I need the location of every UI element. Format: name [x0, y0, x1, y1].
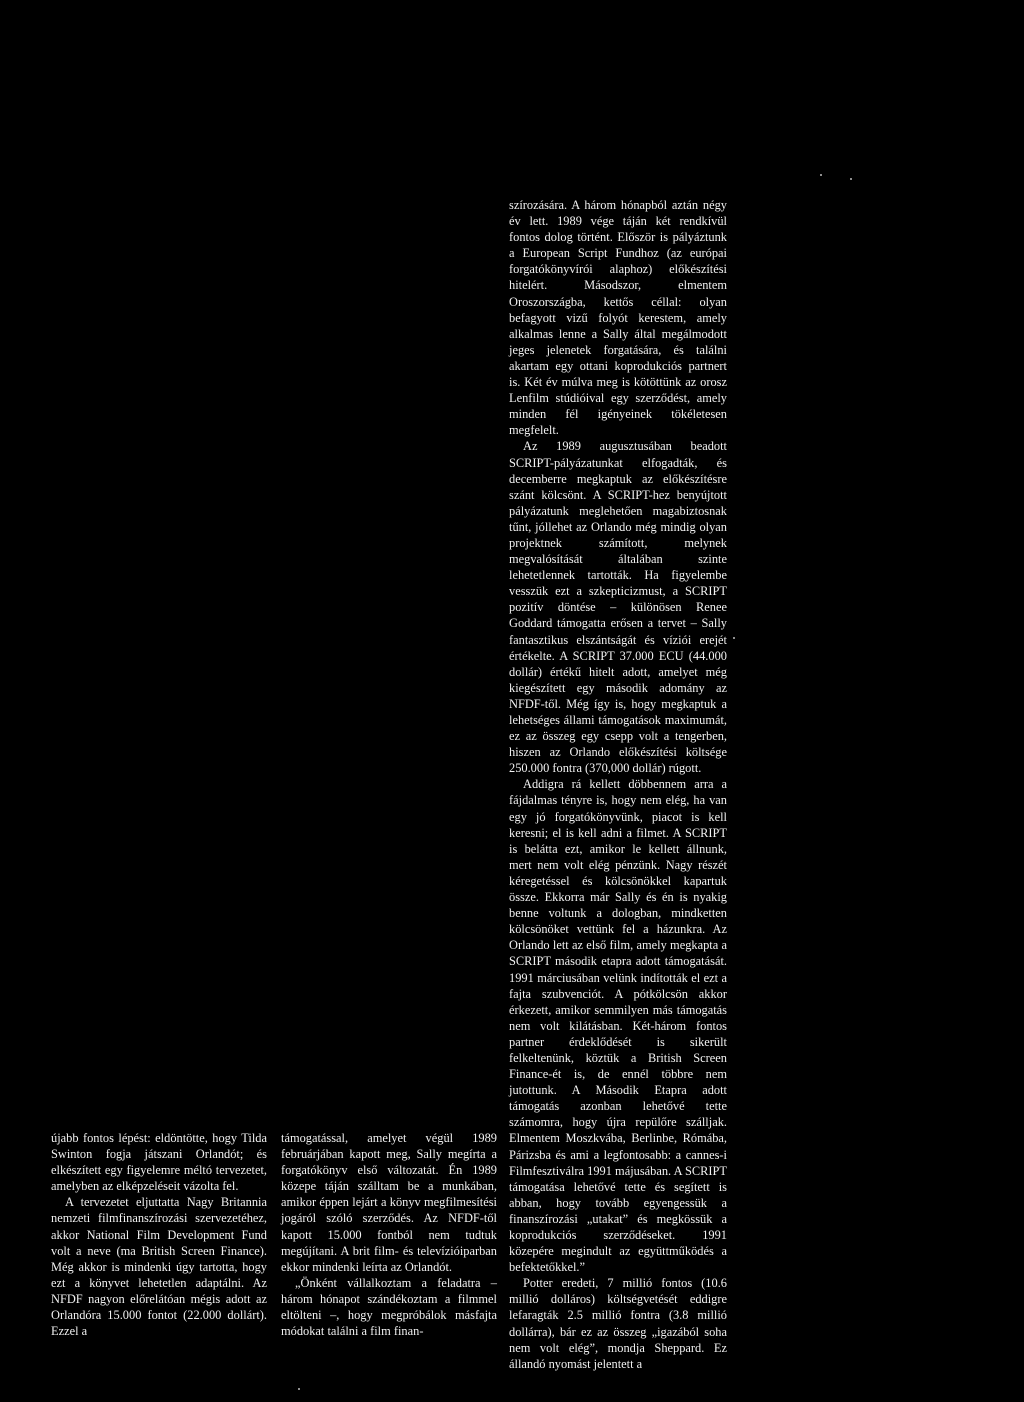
paragraph: „Önként vállalkoztam a feladatra – három hónapot szándékoztam a filmmel eltölteni –, hogy megpróbálok másfajta módokat találni a film finan-	[281, 1275, 497, 1339]
scan-speck	[733, 637, 735, 639]
scan-speck	[298, 1388, 300, 1390]
paragraph: Potter eredeti, 7 millió fontos (10.6 millió dolláros) költségvetését eddigre lefaragták 2.5 millió fontra (3.8 millió dollárra), bár ez az összeg „igazából soha nem volt elég”, mondja Sheppard. Ez állandó nyomást jelentett a	[509, 1276, 727, 1371]
paragraph: Addigra rá kellett döbbennem arra a fájdalmas tényre is, hogy nem elég, ha van egy jó forgatókönyvünk, piacot is kell keresni; el is kell adni a filmet. A SCRIPT is belátta ezt, amikor le kellett állnunk, mert nem volt elég pénzünk. Nagy részét kéregetéssel és kölcsönökkel kapartuk össze. Ekkorra már Sally és én is nyakig benne voltunk a dologban, mindketten kölcsönöket vettünk fel a házunkra. Az Orlando lett az első film, amely megkapta a SCRIPT második etapra adott támogatását. 1991 márciusában velünk indították el ezt a fajta szubvenciót. A pótkölcsön akkor érkezett, amikor semmilyen más támogatás nem volt kilátásban. Két-három fontos partner érdeklődését is sikerült felkeltenünk, köztük a British Screen Finance-ét is, de ennél többre nem jutottunk. A Második Etapra adott támogatás azonban lehetővé tette számomra, hogy újra repülőre szálljak. Elmentem Moszkvába, Berlinbe, Rómába, Párizsba és ami a legfontosabb: a cannes-i Filmfesztiválra 1991 májusában. A SCRIPT támogatása lehetővé tette és segített is abban, hogy tovább egyengessük a finanszírozási „utakat” és megkössük a koprodukciós szerződéseket. 1991 közepére megindult az együttműködés a befektetőkkel.”	[509, 777, 727, 1275]
scan-speck	[850, 178, 852, 180]
paragraph: szírozására. A három hónapból aztán négy év lett. 1989 vége táján két rendkívül fontos dolog történt. Először is pályáztunk a European Script Fundhoz (az európai forgatókönyvírói alaphoz) előkészítési hitelért. Másodszor, elmentem Oroszországba, kettős céllal: olyan befagyott vizű folyót kerestem, amely alkalmas lenne a Sally által megálmodott jeges jelenetek forgatására, és találni akartam egy ottani koprodukciós partnert is. Két év múlva meg is kötöttünk az orosz Lenfilm stúdióival egy szerződést, amely minden fél igényeinek tökéletesen megfelelt.	[509, 198, 727, 438]
paragraph: támogatással, amelyet végül 1989 februárjában kapott meg, Sally megírta a forgatókönyv első változatát. Én 1989 közepe táján szálltam be a munkában, amikor éppen lejárt a könyv megfilmesítési jogáról szóló szerződés. Az NFDF-től kapott 15.000 fontból nem tudtuk megújítani. A brit film- és televízióiparban ekkor mindenki leírta az Orlandót.	[281, 1131, 497, 1274]
text-column-right	[509, 197, 727, 1372]
paragraph: A tervezetet eljuttatta Nagy Britannia nemzeti filmfinanszírozási szervezetéhez, akkor National Film Development Fund volt a neve (ma British Screen Finance). Még akkor is mindenki úgy tartotta, hogy ezt a könyvet lehetetlen adaptálni. Az NFDF nagyon előrelátóan mégis adott az Orlandóra 15.000 fontot (22.000 dollárt). Ezzel a	[51, 1195, 267, 1339]
text-column-left	[51, 1130, 267, 1339]
text-column-middle	[281, 1130, 497, 1339]
paragraph: Az 1989 augusztusában beadott SCRIPT-pályázatunkat elfogadták, és decemberre megkaptuk az előkészítésre szánt kölcsönt. A SCRIPT-hez benyújtott pályázatunk meglehetően magabiztosnak tűnt, jóllehet az Orlando még mindig olyan projektnek számított, melynek megvalósítását általában szinte lehetetlennek tartották. Ha figyelembe vesszük ezt a szkepticizmust, a SCRIPT pozitív döntése – különösen Renee Goddard támogatta erősen a tervet – Sally fantasztikus elszántságát és víziói erejét értékelte. A SCRIPT 37.000 ECU (44.000 dollár) értékű hitelt adott, amelyet még kiegészített egy második adomány az NFDF-től. Még így is, hogy megkaptuk a lehetséges állami támogatások maximumát, ez az összeg egy csepp volt a tengerben, hiszen az Orlando előkészítési költsége 250.000 fontra (370,000 dollár) rúgott.	[509, 439, 727, 776]
paragraph: újabb fontos lépést: eldöntötte, hogy Tilda Swinton fogja játszani Orlandót; és elkészített egy figyelemre méltó tervezetet, amelyben az elképzeléseit vázolta fel.	[51, 1131, 267, 1194]
scan-speck	[820, 174, 822, 176]
